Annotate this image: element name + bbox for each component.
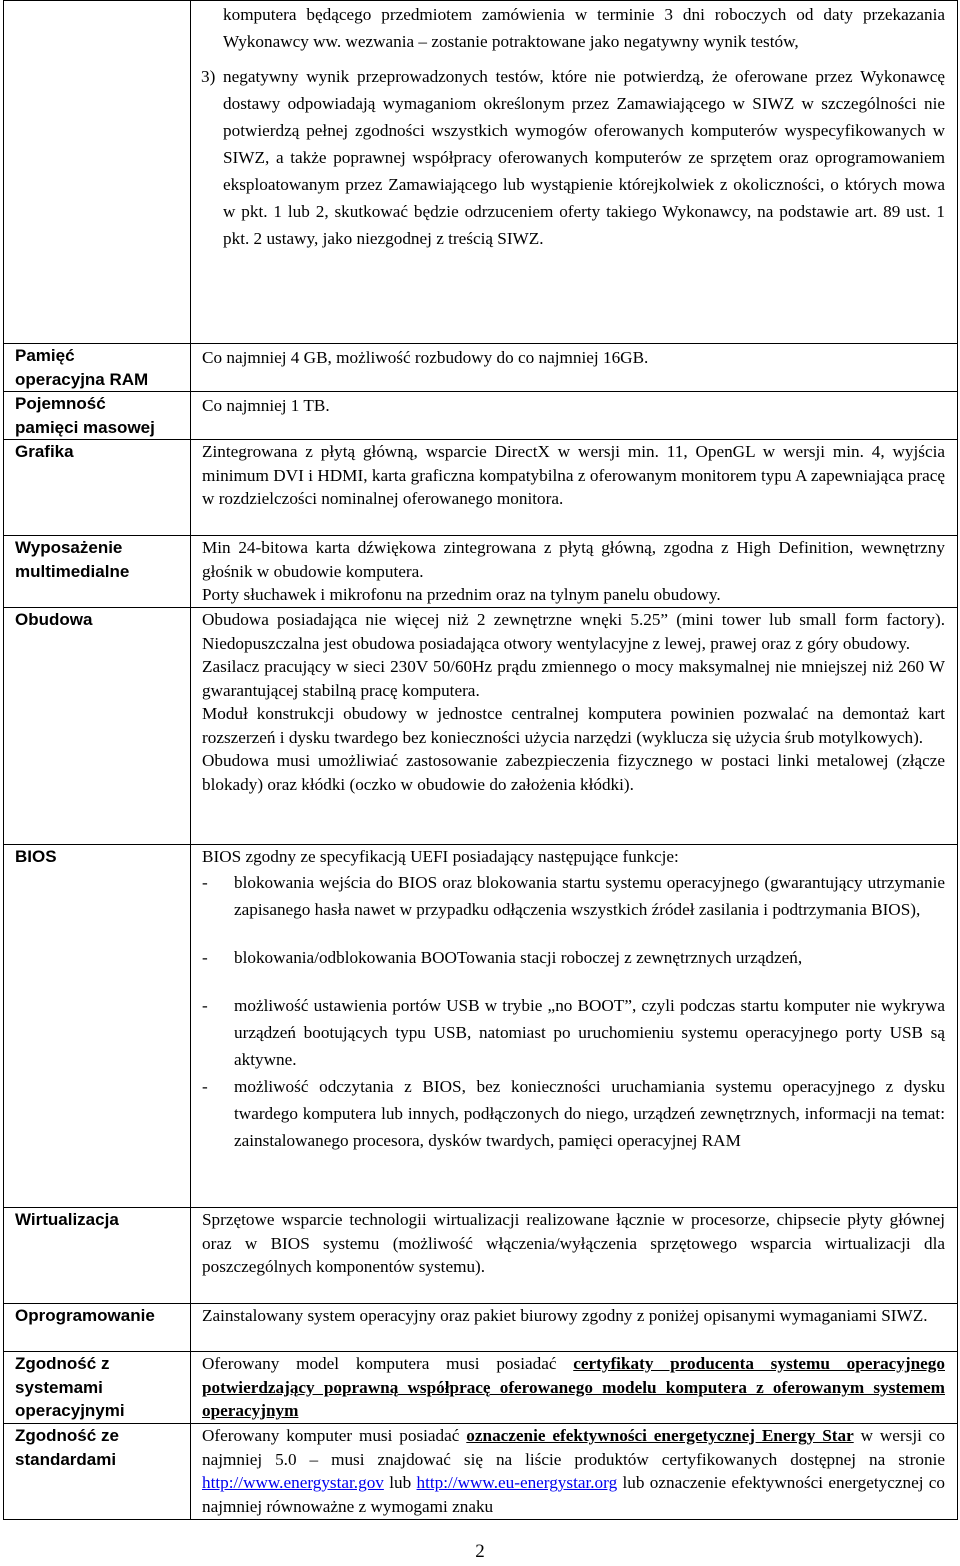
os-compat-label: Zgodność z	[15, 1354, 110, 1373]
value-cell	[191, 1352, 958, 1424]
label-cell	[4, 1304, 191, 1352]
list-item	[191, 63, 945, 252]
eu-energystar-link[interactable]: http://www.eu-energystar.org	[416, 1473, 618, 1492]
table-row	[4, 392, 958, 440]
table-row	[4, 1424, 958, 1520]
software-value: Zainstalowany system operacyjny oraz pakiet biurowy zgodny z poniżej opisanymi wymaganiami SIWZ.	[202, 1306, 928, 1325]
label-cell	[4, 1208, 191, 1304]
bios-bullet: blokowania wejścia do BIOS oraz blokowania startu systemu operacyjnego (gwarantujący utrzymanie zapisanego hasła nawet w przypadku odłączenia wszystkich źródeł zasilania i podtrzymania BIOS),	[234, 872, 945, 919]
label-cell	[4, 1, 191, 344]
multimedia-text-1: Min 24-bitowa karta dźwiękowa zintegrowana z płytą główną, zgodna z High Definition, wewnętrzny głośnik w obudowie komputera.	[202, 538, 945, 581]
ram-value: Co najmniej 4 GB, możliwość rozbudowy do co najmniej 16GB.	[202, 348, 649, 367]
case-paragraph: Zasilacz pracujący w sieci 230V 50/60Hz prądu zmiennego o mocy maksymalnej nie mniejszej niż 260 W gwarantującej stabilną pracę komputera.	[202, 657, 945, 700]
standards-label: Zgodność ze	[15, 1426, 119, 1445]
bullet-dash: -	[202, 947, 208, 967]
label-cell	[4, 440, 191, 536]
virtualization-value: Sprzętowe wsparcie technologii wirtualizacji realizowane łącznie w procesorze, chipsecie płyty głównej oraz w BIOS systemu (możliwość włączenia/wyłączenia sprzętowego wsparcia wirtualizacji dla poszczególnych komponentów systemu).	[202, 1210, 945, 1276]
label-cell	[4, 1352, 191, 1424]
bullet-dash: -	[202, 872, 208, 892]
table-row	[4, 536, 958, 608]
ram-label: Pamięć	[15, 346, 75, 365]
standards-text: lub oznaczenie efektywności energetycznej co najmniej równoważne z wymogami znaku	[202, 1473, 946, 1516]
table-row	[4, 440, 958, 536]
list-number: 3)	[201, 67, 216, 86]
case-paragraph: Obudowa musi umożliwiać zastosowanie zabezpieczenia fizycznego w postaci linki metalowej (złącze blokady) oraz kłódki (oczko w obudowie do założenia kłódki).	[202, 751, 945, 794]
energystar-gov-link[interactable]: http://www.energystar.gov	[202, 1473, 384, 1492]
list-item	[202, 944, 945, 971]
table-row	[4, 1, 958, 344]
bios-bullet: możliwość ustawienia portów USB w trybie „no BOOT”, czyli podczas startu komputer nie wykrywa urządzeń bootujących typu USB, natomiast po uruchomieniu systemu operacyjnego porty USB są aktywne.	[234, 995, 945, 1069]
value-cell	[191, 344, 958, 392]
table-row	[4, 344, 958, 392]
multimedia-label: Wyposażenie	[15, 538, 123, 557]
label-cell	[4, 1424, 191, 1520]
software-label: Oprogramowanie	[15, 1306, 155, 1325]
value-cell	[191, 440, 958, 536]
standards-text: lub	[389, 1473, 412, 1492]
label-cell	[4, 536, 191, 608]
label-cell	[4, 845, 191, 1208]
graphics-value: Zintegrowana z płytą główną, wsparcie DirectX w wersji min. 11, OpenGL w wersji min. 4, wyjścia minimum DVI i HDMI, karta graficzna kompatybilna z oferowanym monitorem typu A zapewniająca pracę w rozdzielczości nominalnej oferowanego monitora.	[202, 442, 945, 508]
value-cell	[191, 845, 958, 1208]
bios-bullet: możliwość odczytania z BIOS, bez konieczności uruchamiania systemu operacyjnego z dysku twardego komputera lub innych, podłączonych do niego, urządzeń zewnętrznych, informacji na temat: zainstalowanego procesora, dysków twardych, pamięci operacyjnej RAM	[234, 1076, 945, 1150]
value-cell	[191, 1304, 958, 1352]
value-cell	[191, 536, 958, 608]
table-row	[4, 608, 958, 845]
table-row	[4, 845, 958, 1208]
energy-star-requirement: oznaczenie efektywności energetycznej Energy Star	[466, 1426, 854, 1445]
graphics-label: Grafika	[15, 442, 74, 461]
value-cell	[191, 1424, 958, 1520]
page-number: 2	[475, 1541, 485, 1562]
os-compat-text: Oferowany model komputera musi posiadać	[202, 1354, 557, 1373]
value-cell	[191, 1208, 958, 1304]
spec-page	[3, 0, 956, 1527]
case-label: Obudowa	[15, 610, 93, 629]
item3-text: negatywny wynik przeprowadzonych testów, które nie potwierdzą, że oferowane przez Wykonawcę dostawy odpowiadają wymaganiom określonym przez Zamawiającego w SIWZ w szczególności nie potwierdzą pełnej zgodności wszystkich wymogów oferowanych komputerów wyspecyfikowanych w SIWZ, a także poprawnej współpracy oferowanych komputerów ze sprzętem oraz oprogramowaniem eksploatowanym przez Zamawiającego lub wystąpienie którejkolwiek z okoliczności, o których mowa w pkt. 1 lub 2, skutkować będzie odrzuceniem oferty takiego Wykonawcy, na podstawie art. 89 ust. 1 pkt. 2 ustawy, jako niezgodnej z treścią SIWZ.	[223, 67, 945, 248]
bios-intro: BIOS zgodny ze specyfikacją UEFI posiadający następujące funkcje:	[202, 847, 679, 866]
virtualization-label: Wirtualizacja	[15, 1210, 119, 1229]
list-item	[202, 992, 945, 1073]
bios-bullet: blokowania/odblokowania BOOTowania stacji roboczej z zewnętrznych urządzeń,	[234, 947, 803, 967]
os-compat-value	[191, 1352, 957, 1423]
standards-value	[191, 1424, 957, 1518]
bios-label: BIOS	[15, 847, 57, 866]
storage-label: Pojemność	[15, 394, 106, 413]
table-row	[4, 1304, 958, 1352]
label-cell	[4, 344, 191, 392]
storage-label-2: pamięci masowej	[15, 417, 155, 437]
ram-label-2: operacyjna RAM	[15, 369, 149, 389]
list-item	[202, 869, 945, 923]
os-compat-requirement: certyfikaty producenta systemu operacyjnego potwierdzający poprawną współpracę oferowanego modelu komputera z oferowanym systemem operacyjnym	[202, 1354, 945, 1420]
bullet-dash: -	[202, 1076, 208, 1096]
list-item	[202, 1073, 945, 1154]
spec-table	[3, 0, 958, 1520]
os-compat-label-2: systemami	[15, 1377, 103, 1397]
value-cell	[191, 392, 958, 440]
multimedia-label-2: multimedialne	[15, 561, 130, 581]
value-cell	[191, 1, 958, 344]
table-row	[4, 1352, 958, 1424]
value-cell	[191, 608, 958, 845]
label-cell	[4, 392, 191, 440]
case-paragraph: Obudowa posiadająca nie więcej niż 2 zewnętrzne wnęki 5.25” (mini tower lub small form factory). Niedopuszczalna jest obudowa posiadająca otwory wentylacyjne z lewej, prawej oraz z góry obudowy.	[202, 610, 945, 653]
standards-label-2: standardami	[15, 1449, 117, 1469]
table-row	[4, 1208, 958, 1304]
multimedia-text-2: Porty słuchawek i mikrofonu na przednim oraz na tylnym panelu obudowy.	[202, 585, 721, 604]
os-compat-label-3: operacyjnymi	[15, 1401, 125, 1420]
case-paragraph: Moduł konstrukcji obudowy w jednostce centralnej komputera powinien pozwalać na demontaż kart rozszerzeń i dysku twardego bez konieczności użycia narzędzi (wyklucza się użycia śrub motylkowych).	[202, 704, 945, 747]
storage-value: Co najmniej 1 TB.	[202, 396, 330, 415]
standards-text: w wersji co najmniej 5.0 – musi znajdować się na liście produktów certyfikowanych dostępnej na stronie	[202, 1426, 946, 1469]
bullet-dash: -	[202, 995, 208, 1015]
intro-text: komputera będącego przedmiotem zamówienia w terminie 3 dni roboczych od daty przekazania Wykonawcy ww. wezwania – zostanie potraktowane jako negatywny wynik testów,	[223, 5, 945, 51]
standards-text: Oferowany komputer musi posiadać	[202, 1426, 460, 1445]
label-cell	[4, 608, 191, 845]
